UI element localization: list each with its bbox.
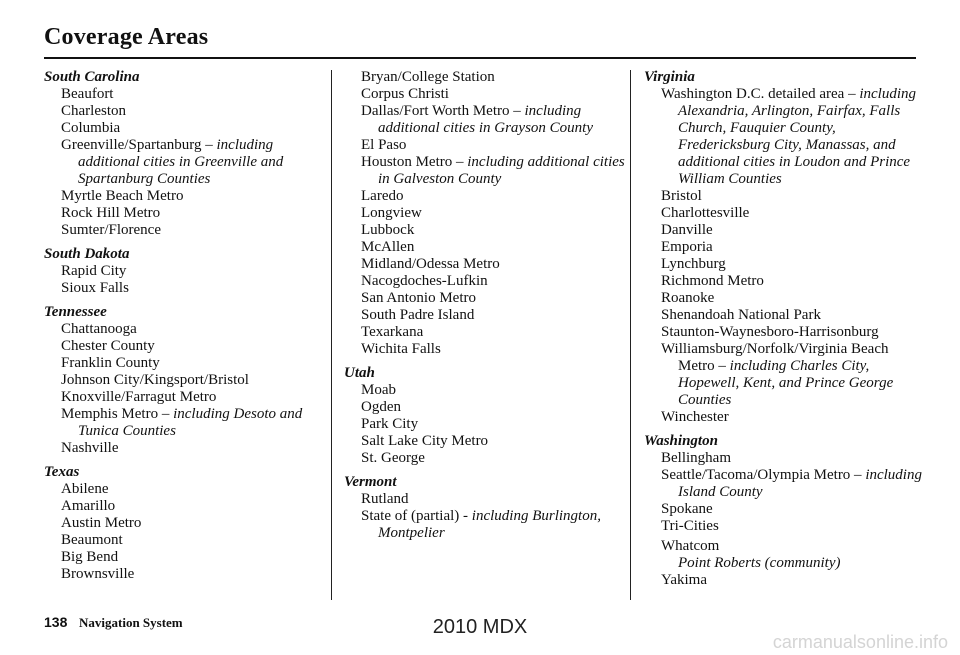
- city-item: [344, 341, 626, 358]
- city-name: Rapid City: [61, 263, 127, 279]
- city-name: Dallas/Fort Worth Metro –: [361, 103, 525, 119]
- city-name: Nashville: [61, 440, 119, 456]
- city-item: [44, 515, 324, 532]
- city-item: [44, 86, 324, 103]
- city-name: Corpus Christi: [361, 86, 449, 102]
- city-name: San Antonio Metro: [361, 290, 476, 306]
- city-item: [44, 549, 324, 566]
- city-name: Houston Metro –: [361, 154, 468, 170]
- city-name: Shenandoah National Park: [661, 307, 821, 323]
- state-heading: South Dakota: [44, 246, 130, 262]
- city-name: Columbia: [61, 120, 121, 136]
- city-name: Abilene: [61, 481, 109, 497]
- city-item: [644, 538, 926, 572]
- city-name: Midland/Odessa Metro: [361, 256, 500, 272]
- city-item: [344, 450, 626, 467]
- city-name: Sioux Falls: [61, 280, 129, 296]
- city-name: Williamsburg/Norfolk/Virginia Beach Metro –: [661, 341, 889, 374]
- city-note: including additional cities in Grayson County: [378, 103, 593, 136]
- city-name: Memphis Metro –: [61, 406, 174, 422]
- model-watermark: 2010 MDX: [432, 616, 528, 638]
- city-name: Roanoke: [661, 290, 715, 306]
- city-name: Beaufort: [61, 86, 114, 102]
- city-name: Emporia: [661, 239, 713, 255]
- city-item: [44, 566, 324, 583]
- city-item: [44, 498, 324, 515]
- city-item: [44, 406, 324, 440]
- column-3: [644, 69, 926, 589]
- city-name: Beaumont: [61, 532, 123, 548]
- page-number: 138: [44, 614, 68, 630]
- city-item: [344, 382, 626, 399]
- city-item: [44, 103, 324, 120]
- city-item: [344, 137, 626, 154]
- city-name: Tri-Cities: [661, 518, 719, 534]
- city-name: South Padre Island: [361, 307, 475, 323]
- city-note: Point Roberts (community): [678, 555, 841, 571]
- city-name: Greenville/Spartanburg –: [61, 137, 217, 153]
- city-item: [344, 491, 626, 508]
- city-item: [44, 355, 324, 372]
- city-name: Staunton-Waynesboro-Harrisonburg: [661, 324, 879, 340]
- city-note: including additional cities in Galveston County: [378, 154, 625, 187]
- footer-label: Navigation System: [79, 615, 183, 630]
- city-name: Knoxville/Farragut Metro: [61, 389, 217, 405]
- city-name: Bryan/College Station: [361, 69, 495, 85]
- city-item: [644, 290, 926, 307]
- city-name: State of (partial) -: [361, 508, 472, 524]
- city-name: St. George: [361, 450, 425, 466]
- state-heading: Texas: [44, 464, 80, 480]
- state-heading: Washington: [644, 433, 718, 449]
- city-name: Longview: [361, 205, 422, 221]
- city-item: [44, 481, 324, 498]
- column-divider-1: [331, 70, 332, 600]
- city-note: including Island County: [678, 467, 922, 500]
- state-heading: Utah: [344, 365, 375, 381]
- city-item: [644, 188, 926, 205]
- city-item: [44, 440, 324, 457]
- city-item: [644, 273, 926, 290]
- city-item: [644, 501, 926, 518]
- city-item: [644, 450, 926, 467]
- city-item: [44, 372, 324, 389]
- city-name: Park City: [361, 416, 419, 432]
- city-item: [644, 86, 926, 188]
- city-name: El Paso: [361, 137, 407, 153]
- city-name: Laredo: [361, 188, 404, 204]
- city-item: [344, 103, 626, 137]
- city-item: [344, 290, 626, 307]
- city-item: [644, 467, 926, 501]
- city-item: [44, 321, 324, 338]
- city-note: including additional cities in Greenville and Spartanburg Counties: [78, 137, 284, 187]
- city-item: [644, 256, 926, 273]
- city-name: Washington D.C. detailed area –: [661, 86, 860, 102]
- city-note: including Charles City, Hopewell, Kent, and Prince George Counties: [678, 358, 894, 408]
- city-name: Myrtle Beach Metro: [61, 188, 184, 204]
- state-heading: Vermont: [344, 474, 397, 490]
- city-item: [344, 256, 626, 273]
- title-rule: [44, 57, 916, 59]
- city-name: Chester County: [61, 338, 155, 354]
- city-item: [644, 307, 926, 324]
- city-name: Salt Lake City Metro: [361, 433, 489, 449]
- city-name: Sumter/Florence: [61, 222, 161, 238]
- city-note: including Desoto and Tunica Counties: [78, 406, 303, 439]
- city-name: Lubbock: [361, 222, 415, 238]
- city-item: [44, 389, 324, 406]
- city-name: Charleston: [61, 103, 126, 119]
- city-name: Nacogdoches-Lufkin: [361, 273, 488, 289]
- city-name: Rutland: [361, 491, 409, 507]
- city-item: [344, 416, 626, 433]
- city-name: Johnson City/Kingsport/Bristol: [61, 372, 249, 388]
- city-item: [44, 338, 324, 355]
- city-item: [344, 273, 626, 290]
- state-heading: Tennessee: [44, 304, 107, 320]
- city-item: [344, 433, 626, 450]
- city-name: Franklin County: [61, 355, 160, 371]
- city-item: [44, 280, 324, 297]
- state-heading: Virginia: [644, 69, 695, 85]
- city-name: Brownsville: [61, 566, 135, 582]
- city-item: [344, 307, 626, 324]
- city-item: [344, 222, 626, 239]
- city-item: [644, 205, 926, 222]
- site-watermark: carmanualsonline.info: [772, 632, 948, 652]
- city-name: Wichita Falls: [361, 341, 441, 357]
- city-name: Yakima: [661, 572, 707, 588]
- city-item: [344, 324, 626, 341]
- city-item: [344, 239, 626, 256]
- city-note: including Alexandria, Arlington, Fairfax, Falls Church, Fauquier County, Fredericksburg City, Manassas, and additional cities in Loudon and Prince William Counties: [678, 86, 916, 187]
- city-item: [44, 532, 324, 549]
- city-item: [344, 188, 626, 205]
- state-heading: South Carolina: [44, 69, 140, 85]
- city-item: [344, 205, 626, 222]
- city-item: [344, 69, 626, 86]
- city-item: [644, 518, 926, 535]
- city-item: [44, 222, 324, 239]
- city-name: Amarillo: [61, 498, 116, 514]
- city-name: Austin Metro: [61, 515, 142, 531]
- city-name: Charlottesville: [661, 205, 750, 221]
- city-item: [644, 572, 926, 589]
- city-item: [44, 120, 324, 137]
- city-item: [344, 86, 626, 103]
- city-name: Bristol: [661, 188, 702, 204]
- city-item: [644, 239, 926, 256]
- city-name: Big Bend: [61, 549, 119, 565]
- city-item: [644, 324, 926, 341]
- city-item: [644, 409, 926, 426]
- city-item: [44, 263, 324, 280]
- city-name: Lynchburg: [661, 256, 726, 272]
- city-item: [344, 399, 626, 416]
- column-1: [44, 69, 324, 583]
- city-item: [344, 508, 626, 542]
- column-divider-2: [630, 70, 631, 600]
- city-item: [44, 205, 324, 222]
- city-note: including Burlington, Montpelier: [378, 508, 601, 541]
- page-title: Coverage Areas: [44, 24, 209, 50]
- city-name: Rock Hill Metro: [61, 205, 161, 221]
- city-item: [344, 154, 626, 188]
- city-item: [44, 188, 324, 205]
- city-item: [44, 137, 324, 188]
- column-2: [344, 69, 626, 542]
- city-name: Texarkana: [361, 324, 424, 340]
- city-name: McAllen: [361, 239, 415, 255]
- city-item: [644, 341, 926, 409]
- city-item: [644, 222, 926, 239]
- city-name: Seattle/Tacoma/Olympia Metro –: [661, 467, 866, 483]
- city-name: Danville: [661, 222, 713, 238]
- city-name: Ogden: [361, 399, 401, 415]
- city-name: Bellingham: [661, 450, 731, 466]
- city-name: Spokane: [661, 501, 713, 517]
- city-name: Moab: [361, 382, 396, 398]
- city-name: Chattanooga: [61, 321, 137, 337]
- city-name: Winchester: [661, 409, 729, 425]
- city-name: Whatcom: [661, 538, 720, 554]
- city-name: Richmond Metro: [661, 273, 764, 289]
